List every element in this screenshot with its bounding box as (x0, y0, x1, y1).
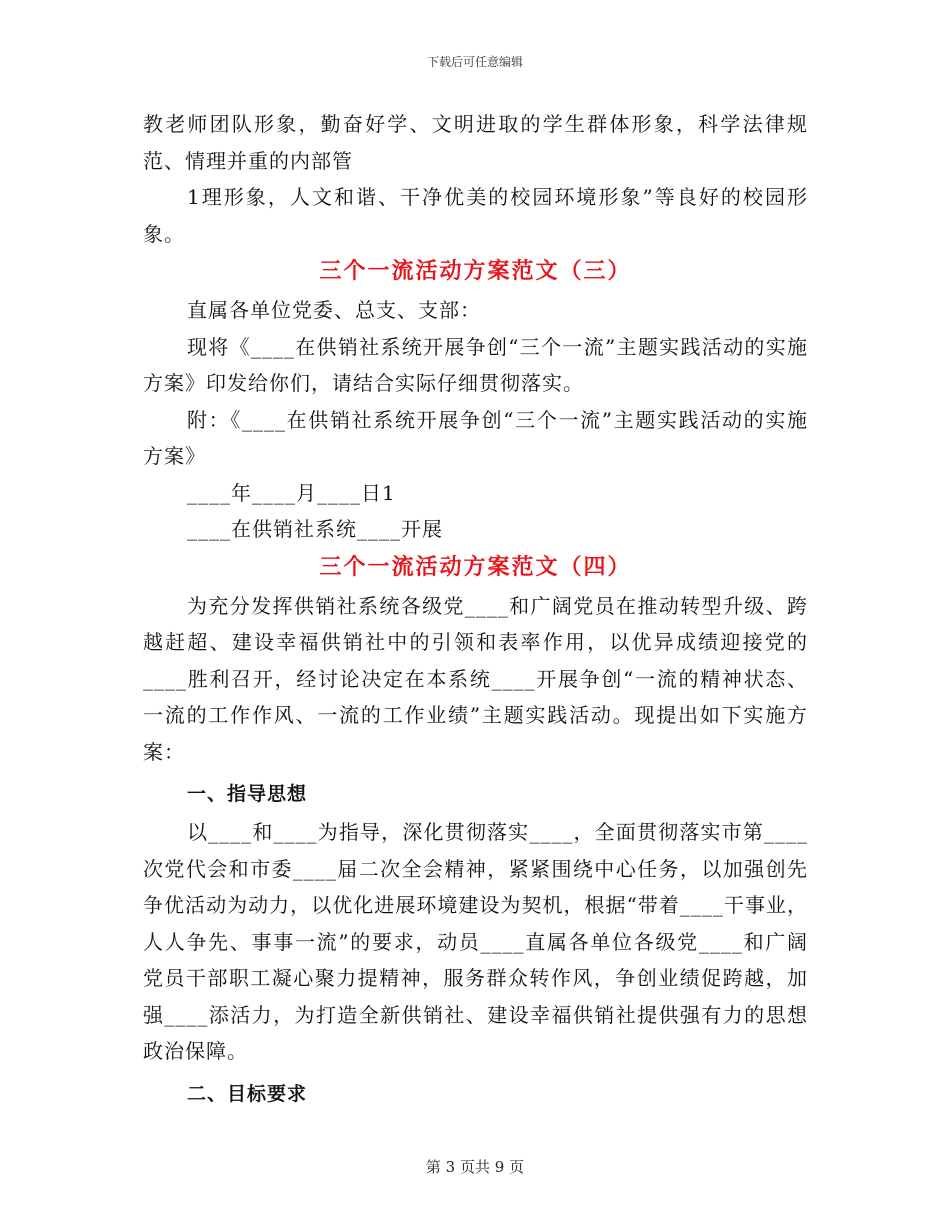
page-header: 下载后可任意编辑 (426, 55, 523, 69)
sub-heading-objectives: 二、目标要求 (187, 1082, 308, 1105)
page-footer: 第 3 页共 9 页 (425, 1158, 525, 1176)
paragraph: 为充分发挥供销社系统各级党____和广阔党员在推动转型升级、跨越赶超、建设幸福供销社中的引领和表率作用，以优异成绩迎接党的____胜利召开，经讨论决定在本系统____开展争创“一流的精神状态、一流的工作作风、一流的工作业绩”主题实践活动。现提出如下实施方案： (143, 593, 808, 764)
paragraph-continued: 教老师团队形象，勤奋好学、文明进取的学生群体形象，科学法律规范、情理并重的内部管 (143, 112, 808, 173)
attachment-line: 附：《____在供销社系统开展争创“三个一流”主题实践活动的实施方案》 (143, 407, 808, 468)
paragraph: 1理形象，人文和谐、干净优美的校园环境形象”等良好的校园形象。 (143, 185, 808, 246)
section-title-3: 三个一流活动方案范文（三） (319, 259, 632, 284)
paragraph: 以____和____为指导，深化贯彻落实____，全面贯彻落实市第____次党代会和市委____届二次全会精神，紧紧围绕中心任务，以加强创先争优活动为动力，以优化进展环境建设为契机，根据“带着____干事业，人人争先、事事一流”的要求，动员____直属各单位各级党____和广阔党员干部职工凝心聚力提精神，服务群众转作风，争创业绩促跨越，加强____添活力，为打造全新供销社、建设幸福供销社提供强有力的思想政治保障。 (143, 820, 808, 1063)
sub-heading-guiding-ideology: 一、指导思想 (187, 783, 308, 805)
section-title-4: 三个一流活动方案范文（四） (319, 554, 632, 580)
paragraph: 现将《____在供销社系统开展争创“三个一流”主题实践活动的实施方案》印发给你们，请结合实际仔细贯彻落实。 (143, 334, 808, 395)
date-line: ____年____月____日1 (187, 480, 396, 505)
salutation: 直属各单位党委、总支、支部： (187, 298, 481, 322)
subtitle-line: ____在供销社系统____开展 (187, 517, 443, 541)
document-body (143, 106, 808, 1114)
